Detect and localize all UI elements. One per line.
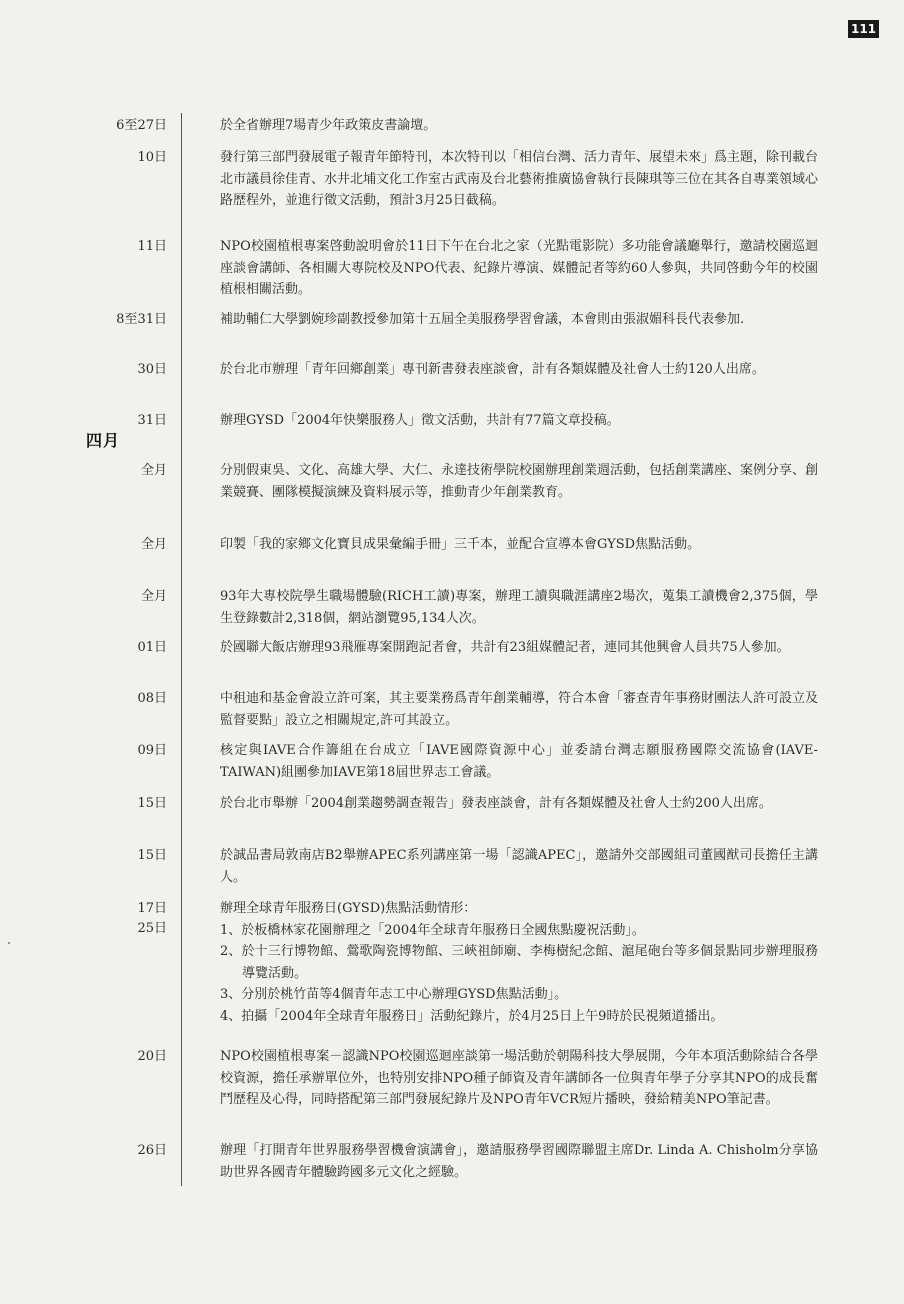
entry-date: 15日 xyxy=(137,796,167,811)
entry-text: 於誠品書局敦南店B2舉辦APEC系列講座第一場「認識APEC」，邀請外交部國組司董國猷司長擔任主講人。 xyxy=(220,848,818,885)
entry-date: 20日 xyxy=(137,1049,167,1064)
entry-date: 全月 xyxy=(140,463,167,478)
entry-date: 09日 xyxy=(137,743,167,758)
page-number: 111 xyxy=(848,20,879,38)
entry-date: 6至27日 xyxy=(116,118,167,133)
entry-date: 31日 xyxy=(137,413,167,428)
entry-text: NPO校園植根專案－認識NPO校園巡迴座談第一場活動於朝陽科技大學展開，今年本項活動除結合各學校資源，擔任承辦單位外，也特別安排NPO種子師資及青年講師各一位與青年學子分享其NPO的成長奮鬥歷程及心得，同時搭配第三部門發展紀錄片及NPO青年VCR短片播映，發給精美NPO筆記書。 xyxy=(220,1049,818,1107)
timeline-rule xyxy=(181,113,182,1186)
entry-text: 中租迪和基金會設立許可案，其主要業務爲青年創業輔導，符合本會「審查青年事務財團法人許可設立及監督要點」設立之相關規定,許可其設立。 xyxy=(220,691,819,728)
entry-date: 10日 xyxy=(137,150,167,165)
entry-date: 全月 xyxy=(140,537,167,552)
list-item: 1、於板橋林家花園辦理之「2004年全球青年服務日全國焦點慶祝活動」。 xyxy=(220,922,645,938)
entry-text: 辦理GYSD「2004年快樂服務人」徵文活動，共計有77篇文章投稿。 xyxy=(220,413,620,428)
entry-text: NPO校園植根專案啓動說明會於11日下午在台北之家（光點電影院）多功能會議廳舉行，邀請校園巡迴座談會講師、各相關大專院校及NPO代表、紀錄片導演、媒體記者等約60人參與，共同啓動今年的校園植根相關活動。 xyxy=(220,239,818,297)
entry-text: 於台北市舉辦「2004創業趨勢調查報告」發表座談會，計有各類媒體及社會人士約200人出席。 xyxy=(220,796,772,811)
entry-date: 8至31日 xyxy=(116,312,167,327)
entry-text: 補助輔仁大學劉婉珍副教授參加第十五屆全美服務學習會議，本會則由張淑媚科長代表參加. xyxy=(220,312,745,327)
list-item: 4、拍攝「2004年全球青年服務日」活動紀錄片，於4月25日上午9時於民視頻道播出。 xyxy=(220,1008,724,1024)
entry-date: 15日 xyxy=(137,848,167,863)
month-heading: 四月 xyxy=(86,431,121,450)
entry-text: 於台北市辦理「青年回鄉創業」專刊新書發表座談會，計有各類媒體及社會人士約120人出席。 xyxy=(220,362,765,377)
entry-text: 於國聯大飯店辦理93飛雁專案開跑記者會，共計有23組媒體記者，連同其他興會人員共75人參加。 xyxy=(220,640,790,655)
entry-text: 發行第三部門發展電子報青年節特刊，本次特刊以「相信台灣、活力青年、展望未來」爲主題，除刊載台北市議員徐佳青、水井北埔文化工作室古武南及台北藝術推廣協會執行長陳琪等三位在其各自專業領域心路歷程外，並進行徵文活動，預計3月25日截稿。 xyxy=(220,150,819,208)
entry-text: 印製「我的家鄉文化寶貝成果彙編手冊」三千本，並配合宣導本會GYSD焦點活動。 xyxy=(220,537,701,552)
entry-date: 17日 xyxy=(137,901,167,916)
scan-speck xyxy=(8,942,10,944)
entry-text: 於全省辦理7場青少年政策皮書論壇。 xyxy=(220,118,437,133)
entry-date: 全月 xyxy=(140,589,167,604)
entry-date: 30日 xyxy=(137,362,167,377)
entry-list xyxy=(220,898,818,1027)
entry-date: 11日 xyxy=(137,239,167,254)
entry-text: 分別假東吳、文化、高雄大學、大仁、永達技術學院校園辦理創業週活動，包括創業講座、案例分享、創業競賽、團隊模擬演練及資料展示等，推動青少年創業教育。 xyxy=(220,463,819,500)
entry-text: 93年大專校院學生職場體驗(RICH工讀)專案，辦理工讀與職涯講座2場次，蒐集工讀機會2,375個，學生登錄數計2,318個，網站瀏覽95,134人次。 xyxy=(220,589,818,626)
list-item: 2、於十三行博物館、鶯歌陶瓷博物館、三峽祖師廟、李梅樹紀念館、滬尾砲台等多個景點同步辦理服務導覽活動。 xyxy=(220,944,818,981)
entry-date: 08日 xyxy=(137,691,167,706)
entry-text: 辦理「打開青年世界服務學習機會演講會」，邀請服務學習國際聯盟主席Dr. Linda A. Chisholm分享協助世界各國青年體驗跨國多元文化之經驗。 xyxy=(220,1143,818,1180)
entry-date: 26日 xyxy=(137,1143,167,1158)
entry-text: 辦理全球青年服務日(GYSD)焦點活動情形： xyxy=(220,901,477,916)
entry-date-secondary: 25日 xyxy=(137,921,167,936)
entry-date: 01日 xyxy=(137,640,167,655)
list-item: 3、分別於桃竹苗等4個青年志工中心辦理GYSD焦點活動」。 xyxy=(220,987,568,1002)
entry-text: 核定與IAVE合作籌組在台成立「IAVE國際資源中心」並委請台灣志願服務國際交流協會(IAVE-TAIWAN)組團參加IAVE第18屆世界志工會議。 xyxy=(220,743,818,780)
